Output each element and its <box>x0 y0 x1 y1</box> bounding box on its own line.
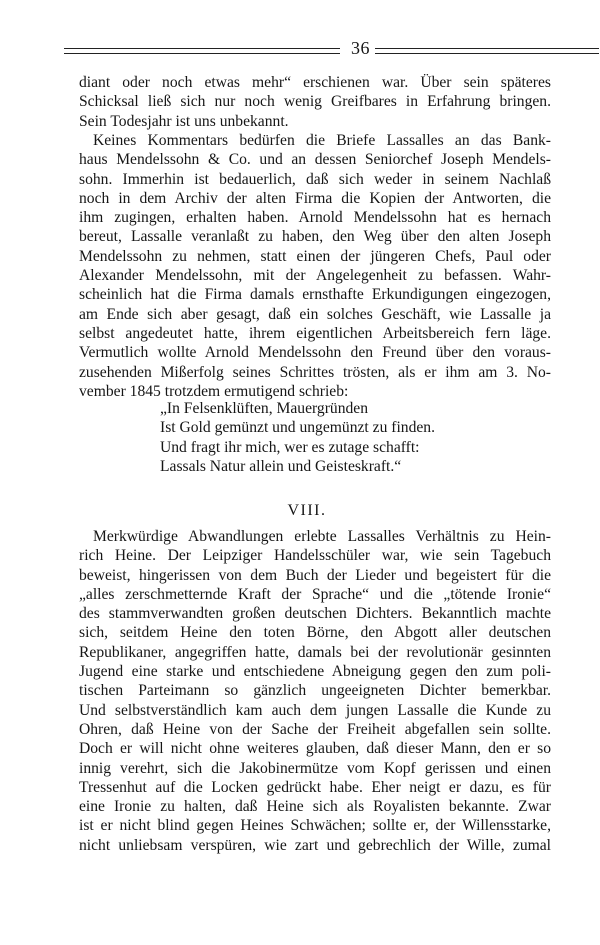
text-line: am Ende sich aber gesagt, daß ein solches Geschäft, wie Lassalle ja <box>79 305 551 323</box>
text-line: scheinlich hat die Firma damals ernsthafte Erkundigungen eingezogen, <box>79 286 551 304</box>
poem-line: „In Felsenklüften, Mauergründen <box>160 400 369 417</box>
header-rule-right <box>375 48 599 54</box>
poem-quote <box>160 399 520 476</box>
text-line: tischen Parteimann so gänzlich ungeeigneten Dichter bemerkbar. <box>79 682 551 700</box>
text-line: Republikaner, angegriffen hatte, damals bei der revolutionär gesinnten <box>79 643 551 661</box>
header-rule-left <box>64 48 340 54</box>
text-line: noch in dem Archiv der alten Firma die Kopien der Antworten, die <box>79 189 551 207</box>
poem-line: Lassals Natur allein und Geisteskraft.“ <box>160 457 402 475</box>
text-line: Mendelssohn zu nehmen, statt einen der jüngeren Chefs, Paul oder <box>79 247 551 265</box>
section-heading: VIII. <box>287 502 327 519</box>
paragraph-3 <box>79 527 551 855</box>
text-line: Sein Todesjahr ist uns unbekannt. <box>79 112 289 130</box>
text-line: rich Heine. Der Leipziger Handelsschüler war, wie sein Tagebuch <box>79 547 551 565</box>
text-line: Merkwürdige Abwandlungen erlebte Lassalles Verhältnis zu Hein- <box>93 528 551 545</box>
text-line: nicht unliebsam verspüren, wie zart und gebrechlich der Wille, zumal <box>79 836 551 854</box>
poem-line: Und fragt ihr mich, wer es zutage schafft: <box>160 438 420 456</box>
text-line: beweist, hingerissen von dem Buch der Lieder und begeistert für die <box>79 566 551 584</box>
text-line: Und selbstverständlich kam auch dem jungen Lassalle die Kunde zu <box>79 701 551 719</box>
paragraph-1 <box>79 73 551 131</box>
text-line: sich, seitdem Heine den toten Börne, den Abgott aller deutschen <box>79 624 551 642</box>
text-line: sohn. Immerhin ist bedauerlich, daß sich weder in seinem Nachlaß <box>79 170 551 188</box>
text-line: Alexander Mendelssohn, mit der Angelegenheit zu befassen. Wahr- <box>79 267 551 285</box>
text-line: des stammverwandten großen deutschen Dichters. Bekanntlich machte <box>79 605 551 623</box>
text-line: Vermutlich wollte Arnold Mendelssohn den Freund über den voraus- <box>79 344 551 362</box>
text-line: innig verehrt, sich die Jakobinermütze vom Kopf gerissen und einen <box>79 759 551 777</box>
poem-line: Ist Gold gemünzt und ungemünzt zu finden. <box>160 419 435 437</box>
text-line: eine Ironie zu halten, daß Heine sich als Royalisten bekannte. Zwar <box>79 798 551 816</box>
text-line: Doch er will nicht ohne weiteres glauben, daß dieser Mann, den er so <box>79 740 551 758</box>
text-line: selbst angedeutet hatte, ihrem eigentlichen Arbeitsbereich fern läge. <box>79 324 551 342</box>
page-header <box>50 40 550 60</box>
text-line: Tressenhut auf die Locken gedrückt habe. Eher neigt er dazu, es für <box>79 778 551 796</box>
text-line: zusehenden Mißerfolg seines Schrittes trösten, als er ihm am 3. No- <box>79 363 551 381</box>
text-line: ist er nicht blind gegen Heines Schwächen; sollte er, der Willensstarke, <box>79 817 551 835</box>
text-line: bereut, Lassalle veranlaßt zu haben, den Weg über den alten Joseph <box>79 228 551 246</box>
text-line: ihm zugingen, erhalten haben. Arnold Mendelssohn hat es hernach <box>79 209 551 227</box>
text-line: haus Mendelssohn & Co. und an dessen Seniorchef Joseph Mendels- <box>79 151 551 169</box>
page-number: 36 <box>351 38 370 58</box>
text-line: Jugend eine starke und entschiedene Abneigung gegen den zum poli- <box>79 663 551 681</box>
text-line: vember 1845 trotzdem ermutigend schrieb: <box>79 382 349 400</box>
text-line: „alles zerschmetternde Kraft der Sprache“ und die „tötende Ironie“ <box>79 585 551 603</box>
text-line: Schicksal ließ sich nur noch wenig Greifbares in Erfahrung bringen. <box>79 93 551 111</box>
text-line: Keines Kommentars bedürfen die Briefe Lassalles an das Bank- <box>93 132 551 149</box>
paragraph-2 <box>79 131 551 401</box>
text-line: Ohren, daß Heine von der Sache der Freiheit abgefallen sein sollte. <box>79 720 551 738</box>
text-line: diant oder noch etwas mehr“ erschienen war. Über sein späteres <box>79 74 551 91</box>
